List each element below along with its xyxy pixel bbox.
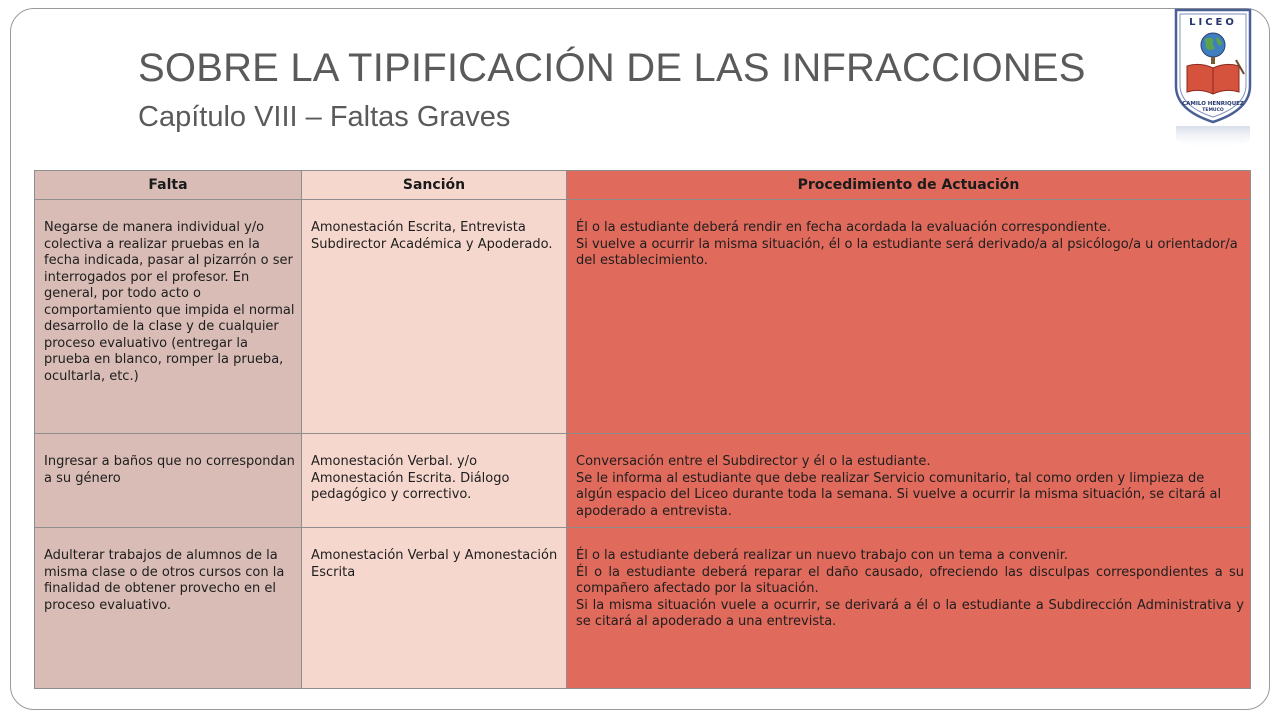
falta-cell: Negarse de manera individual y/o colectiva a realizar pruebas en la fecha indicada, pasar al pizarrón o ser interrogados por el profesor. En general, por todo acto o comportamiento que impida el normal desarrollo de la clase y de cualquier proceso evaluativo (entregar la prueba en blanco, romper la prueba, ocultarla, etc.) xyxy=(35,200,302,434)
sancion-cell: Amonestación Escrita, Entrevista Subdirector Académica y Apoderado. xyxy=(302,200,567,434)
procedimiento-line: Si vuelve a ocurrir la misma situación, él o la estudiante será derivado/a al psicólogo/a u orientador/a del establecimiento. xyxy=(576,236,1238,268)
logo-bottom-text-2: TEMUCO xyxy=(1202,108,1224,113)
falta-cell: Adulterar trabajos de alumnos de la misma clase o de otros cursos con la finalidad de obtener provecho en el proceso evaluativo. xyxy=(35,528,302,689)
logo-reflection xyxy=(1176,126,1250,150)
logo-top-text: LICEO xyxy=(1189,17,1237,28)
table-row xyxy=(35,200,1251,434)
logo-bottom-text-1: CAMILO HENRIQUEZ xyxy=(1182,101,1244,107)
header-sancion: Sanción xyxy=(302,171,567,200)
procedimiento-cell xyxy=(567,200,1251,434)
table-row xyxy=(35,434,1251,528)
procedimiento-line: Conversación entre el Subdirector y él o la estudiante. xyxy=(576,454,931,469)
falta-cell: Ingresar a baños que no correspondan a su género xyxy=(35,434,302,528)
infractions-table xyxy=(34,170,1251,689)
slide-subtitle: Capítulo VIII – Faltas Graves xyxy=(138,101,511,133)
procedimiento-cell xyxy=(567,434,1251,528)
procedimiento-line: Él o la estudiante deberá reparar el daño causado, ofreciendo las disculpas correspondientes a su compañero afectado por la situación. xyxy=(576,564,1244,596)
procedimiento-line: Si la misma situación vuele a ocurrir, se derivará a él o la estudiante a Subdirección Administrativa y se citará al apoderado a una entrevista. xyxy=(576,597,1244,629)
slide-title: SOBRE LA TIPIFICACIÓN DE LAS INFRACCIONES xyxy=(138,46,1086,90)
procedimiento-line: Él o la estudiante deberá realizar un nuevo trabajo con un tema a convenir. xyxy=(576,548,1069,563)
header-procedimiento: Procedimiento de Actuación xyxy=(567,171,1251,200)
sancion-cell: Amonestación Verbal. y/o Amonestación Escrita. Diálogo pedagógico y correctivo. xyxy=(302,434,567,528)
procedimiento-line: Él o la estudiante deberá rendir en fecha acordada la evaluación correspondiente. xyxy=(576,220,1112,235)
liceo-logo xyxy=(1174,8,1252,150)
table-header-row xyxy=(35,171,1251,200)
sancion-cell: Amonestación Verbal y Amonestación Escrita xyxy=(302,528,567,689)
header-falta: Falta xyxy=(35,171,302,200)
procedimiento-line: Se le informa al estudiante que debe realizar Servicio comunitario, tal como orden y limpieza de algún espacio del Liceo durante toda la semana. Si vuelve a ocurrir la misma situación, se citará al apoderado a entrevista. xyxy=(576,470,1222,519)
table-row xyxy=(35,528,1251,689)
procedimiento-cell xyxy=(567,528,1251,689)
